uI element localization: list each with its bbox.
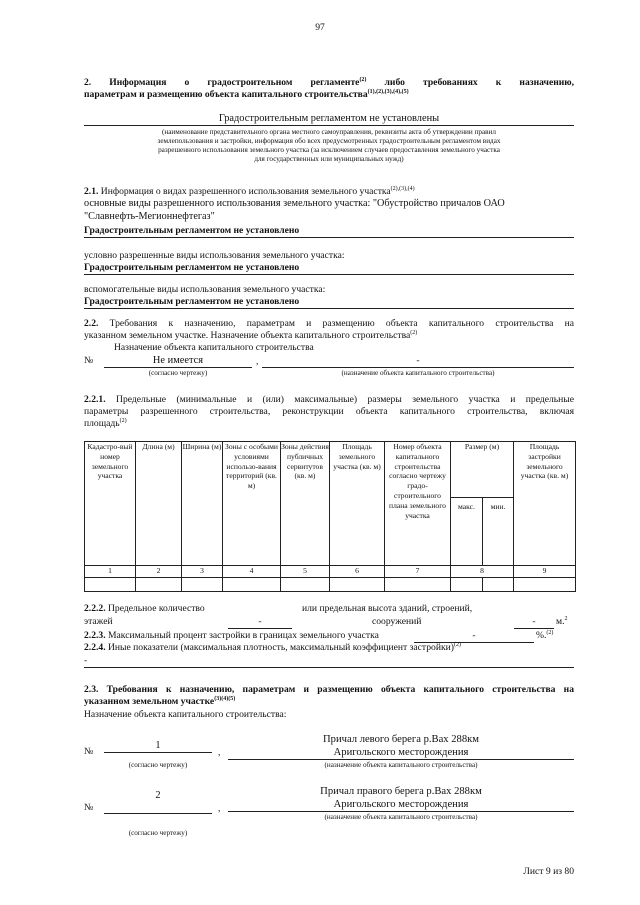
item-1-comma: ,	[218, 747, 221, 758]
section-2-2-4-number: 2.2.4.	[84, 642, 106, 653]
regulation-caption	[84, 128, 574, 164]
col-number: 8	[451, 566, 514, 578]
floors-label: этажей	[84, 616, 113, 627]
item-1-no-sign: №	[84, 746, 94, 757]
section-2-heading-line1	[84, 77, 574, 89]
comma: ,	[256, 356, 259, 367]
section-2-2-text: Требования к назначению, параметрам и размещению объекта капитального строительства на	[109, 318, 574, 329]
header-size-min: мин.	[483, 498, 514, 566]
table-cell	[85, 578, 136, 592]
header-object-number: Номер объекта капитального строительства согласно чертежу градо-строительного плана земельного участка	[385, 442, 451, 566]
table-cell	[330, 578, 385, 592]
item-2-number: 2	[104, 790, 212, 814]
section-2-2-2-line1	[84, 603, 205, 615]
regulation-caption-line: разрешенного использования земельного участка (за исключением случаев предоставления земельного участка	[158, 146, 500, 154]
table-cell	[223, 578, 281, 592]
col-number: 4	[223, 566, 281, 578]
section-2-2-1-number: 2.2.1.	[84, 394, 106, 405]
item-2-caption-object: (назначение объекта капитального строительства)	[324, 813, 478, 821]
col-number: 9	[514, 566, 576, 578]
section-2-1-title-sup: (2),(3),(4)	[390, 185, 415, 192]
section-2-2-number: 2.2.	[84, 318, 99, 329]
section-2-2-line2	[84, 330, 574, 342]
main-uses-not-set: Градостроительным регламентом не установлено	[84, 225, 574, 238]
table-cell	[281, 578, 330, 592]
item-1-caption-drawing: (согласно чертежу)	[128, 761, 188, 769]
floors-value: -	[228, 616, 292, 629]
height-unit	[556, 616, 567, 628]
section-2-1-number: 2.1.	[84, 186, 99, 197]
section-2-2-2-text-b: или предельная высота зданий, строений,	[302, 603, 473, 614]
auxiliary-uses-label: вспомогательные виды использования земельного участка:	[84, 284, 326, 295]
section-2-2-2-text-a: Предельное количество	[108, 603, 205, 614]
caption-drawing: (согласно чертежу)	[148, 369, 208, 377]
section-2-2-3-number: 2.2.3.	[84, 630, 106, 641]
section-2-2-3-text: Максимальный процент застройки в границах земельного участка	[108, 630, 379, 641]
table-cell	[514, 578, 576, 592]
item-2-comma: ,	[218, 803, 221, 814]
section-2-3-heading-line1: 2.3. Требования к назначению, параметрам и размещению объекта капитального строительства на	[84, 684, 574, 695]
section-2-2-4-line	[84, 642, 461, 654]
section-2-2-3-line	[84, 630, 379, 642]
section-2-heading-tail: либо требованиях к назначению,	[384, 77, 574, 88]
no-sign: №	[84, 355, 94, 366]
section-2-3-heading-line2	[84, 696, 574, 708]
col-number: 2	[136, 566, 182, 578]
section-2-2-purpose-label: Назначение объекта капитального строительства	[114, 342, 314, 353]
other-indicators-value: -	[84, 655, 574, 668]
table-cell	[483, 578, 514, 592]
section-2-2-2-number: 2.2.2.	[84, 603, 106, 614]
section-2-2-1-sup: (2)	[119, 417, 127, 424]
header-size-max: макс.	[451, 498, 483, 566]
section-2-2-line1	[84, 318, 574, 330]
main-uses-value-line2: "Славнефть-Мегионнефтегаз"	[84, 211, 215, 222]
table-cell	[451, 578, 483, 592]
section-2-heading-text: 2. Информация о градостроительном регламенте	[84, 77, 360, 88]
caption-object: (назначение объекта капитального строительства)	[341, 369, 495, 377]
section-2-2-1-line1	[84, 394, 574, 406]
section-2-1-title	[84, 186, 574, 198]
section-2-2-sup: (2)	[410, 329, 418, 336]
conditional-uses-label: условно разрешенные виды использования земельного участка:	[84, 250, 345, 261]
col-number: 7	[385, 566, 451, 578]
table-cell	[182, 578, 223, 592]
item-1-name-line2: Аригольского месторождения	[228, 746, 574, 760]
table-cell	[385, 578, 451, 592]
item-1-number: 1	[104, 740, 212, 753]
section-2-3-heading-sup: (3)(4)(5)	[214, 695, 236, 702]
col-number: 3	[182, 566, 223, 578]
auxiliary-uses-not-set: Градостроительным регламентом не установлено	[84, 296, 574, 309]
section-2-heading-sup: (2)	[359, 76, 367, 83]
percent-unit-text: %.	[536, 630, 547, 641]
page-number: 97	[315, 22, 325, 33]
item-2-caption-drawing: (согласно чертежу)	[128, 829, 188, 837]
section-2-3-heading-text: указанном земельном участке	[84, 696, 215, 707]
main-uses-label: основные виды разрешенного использования земельного участка:	[84, 198, 371, 209]
building-percent-unit	[536, 630, 553, 642]
parameters-table	[84, 441, 576, 592]
regulation-caption-line: (наименование представительного органа местного самоуправления, реквизиты акта об утверждении правил	[162, 128, 496, 136]
section-2-1-title-text: Информация о видах разрешенного использования земельного участка	[100, 186, 391, 197]
item-1-name-line1: Причал левого берега р.Вах 288км	[323, 734, 479, 745]
section-2-2-1-text3: площадь	[84, 418, 120, 429]
item-2-name-line2: Аригольского месторождения	[228, 798, 574, 812]
section-2-heading-line2-text: параметрам и размещению объекта капитального строительства	[84, 89, 368, 100]
regulation-caption-line: для государственных или муниципальных нужд)	[254, 155, 404, 163]
header-size: Размер (м)	[451, 442, 514, 498]
object-number-value: Не имеется	[104, 355, 252, 368]
header-cadastral: Кадастро-вый номер земельного участка	[85, 442, 136, 566]
item-2-no-sign: №	[84, 802, 94, 813]
regulation-value: Градостроительным регламентом не установлены	[84, 113, 574, 126]
header-length: Длина (м)	[136, 442, 182, 566]
main-uses-value: "Обустройство причалов ОАО	[372, 198, 505, 209]
header-special-zones: Зоны с особыми условиями использо-вания территорий (кв. м)	[223, 442, 281, 566]
item-1-caption-object: (назначение объекта капитального строительства)	[324, 761, 478, 769]
height-unit-text: м.	[556, 616, 565, 627]
item-2-name-line1: Причал правого берега р.Вах 288км	[320, 786, 482, 797]
header-width: Ширина (м)	[182, 442, 223, 566]
section-2-2-1-line2: параметры разрешенного строительства, реконструкции объекта капитального строительства, включая	[84, 406, 574, 417]
header-built-area: Площадь застройки земельного участка (кв. м)	[514, 442, 576, 566]
building-percent-value: -	[414, 630, 534, 643]
table-row	[85, 578, 576, 592]
structures-label: сооружений	[372, 616, 422, 627]
height-unit-sup: 2	[564, 615, 568, 622]
section-2-heading-line2-sup: (1),(2),(3),(4),(5)	[367, 88, 409, 95]
header-servitude-zones: Зоны действия публичных сервитутов (кв. м)	[281, 442, 330, 566]
section-2-2-text2: указанном земельном участке. Назначение объекта капитального строительства	[84, 330, 411, 341]
height-value: -	[514, 616, 554, 629]
regulation-caption-line: землепользования и застройки, информация обо всех предусмотренных градостроительным регламентом видах	[157, 137, 501, 145]
main-uses-line	[84, 198, 574, 210]
section-2-2-4-sup: (2)	[453, 641, 461, 648]
table-cell	[136, 578, 182, 592]
header-plot-area: Площадь земельного участка (кв. м)	[330, 442, 385, 566]
col-number: 1	[85, 566, 136, 578]
percent-unit-sup: (2)	[546, 629, 554, 636]
section-2-heading-line2	[84, 89, 574, 101]
section-2-3-purpose-label: Назначение объекта капитального строительства:	[84, 709, 287, 720]
conditional-uses-not-set: Градостроительным регламентом не установлено	[84, 262, 574, 275]
section-2-2-1-text: Предельные (минимальные и (или) максимальные) размеры земельного участка и предельные	[116, 394, 574, 405]
sheet-counter: Лист 9 из 80	[523, 866, 574, 877]
col-number: 5	[281, 566, 330, 578]
col-number: 6	[330, 566, 385, 578]
section-2-2-4-text: Иные показатели (максимальная плотность, максимальный коэффициент застройки)	[108, 642, 454, 653]
section-2-2-1-line3	[84, 418, 574, 430]
object-purpose-value: -	[262, 355, 574, 368]
